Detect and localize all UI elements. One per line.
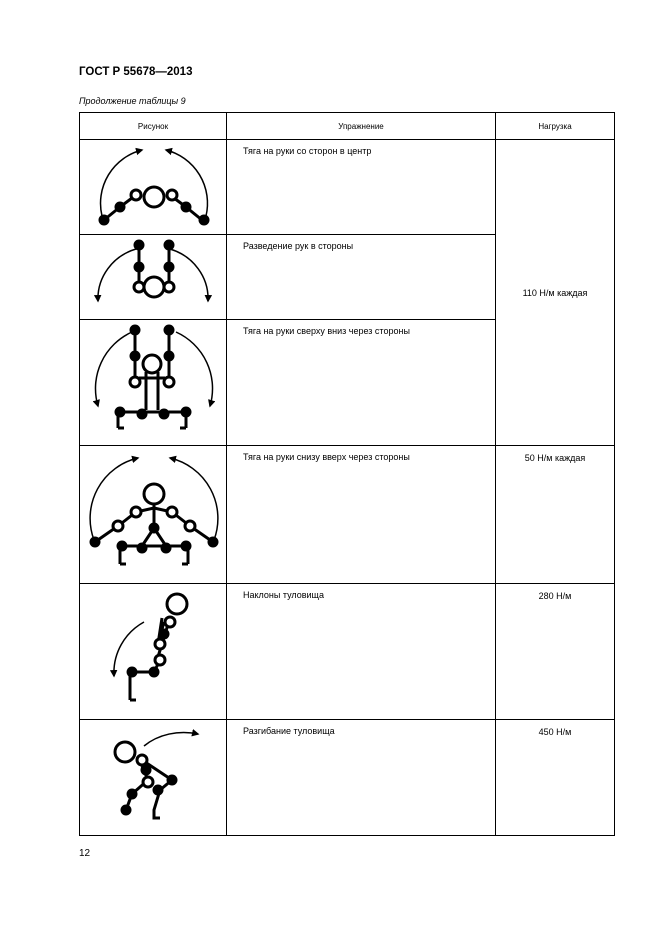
exercise-cell: Разведение рук в стороны <box>227 235 496 320</box>
arm-pull-down-through-sides-figure <box>80 320 226 445</box>
table-row <box>80 140 615 235</box>
load-cell: 110 Н/м каждая <box>496 140 615 446</box>
exercise-cell: Наклоны туловища <box>227 584 496 720</box>
document-code: ГОСТ Р 55678—2013 <box>79 66 193 78</box>
figure-cell <box>80 320 227 446</box>
arm-pull-sides-to-center-figure <box>80 140 226 234</box>
arm-spread-to-sides-figure <box>80 235 226 319</box>
table-caption: Продолжение таблицы 9 <box>79 96 186 106</box>
figure-cell <box>80 235 227 320</box>
table-row <box>80 584 615 720</box>
column-header-load: Нагрузка <box>496 113 615 140</box>
column-header-figure: Рисунок <box>80 113 227 140</box>
table-row <box>80 720 615 836</box>
load-cell: 280 Н/м <box>496 584 615 720</box>
page-number: 12 <box>79 848 91 859</box>
figure-cell <box>80 446 227 584</box>
exercise-cell: Разгибание туловища <box>227 720 496 836</box>
table-header-row <box>80 113 615 140</box>
exercise-table <box>79 112 615 836</box>
figure-cell <box>80 720 227 836</box>
torso-bend-figure <box>80 584 226 719</box>
figure-cell <box>80 140 227 235</box>
exercise-cell: Тяга на руки со сторон в центр <box>227 140 496 235</box>
torso-extension-figure <box>80 720 226 835</box>
exercise-cell: Тяга на руки сверху вниз через стороны <box>227 320 496 446</box>
load-cell: 50 Н/м каждая <box>496 446 615 584</box>
exercise-cell: Тяга на руки снизу вверх через стороны <box>227 446 496 584</box>
figure-cell <box>80 584 227 720</box>
load-cell: 450 Н/м <box>496 720 615 836</box>
arm-pull-up-through-sides-figure <box>80 446 226 583</box>
column-header-exercise: Упражнение <box>227 113 496 140</box>
table-row <box>80 446 615 584</box>
